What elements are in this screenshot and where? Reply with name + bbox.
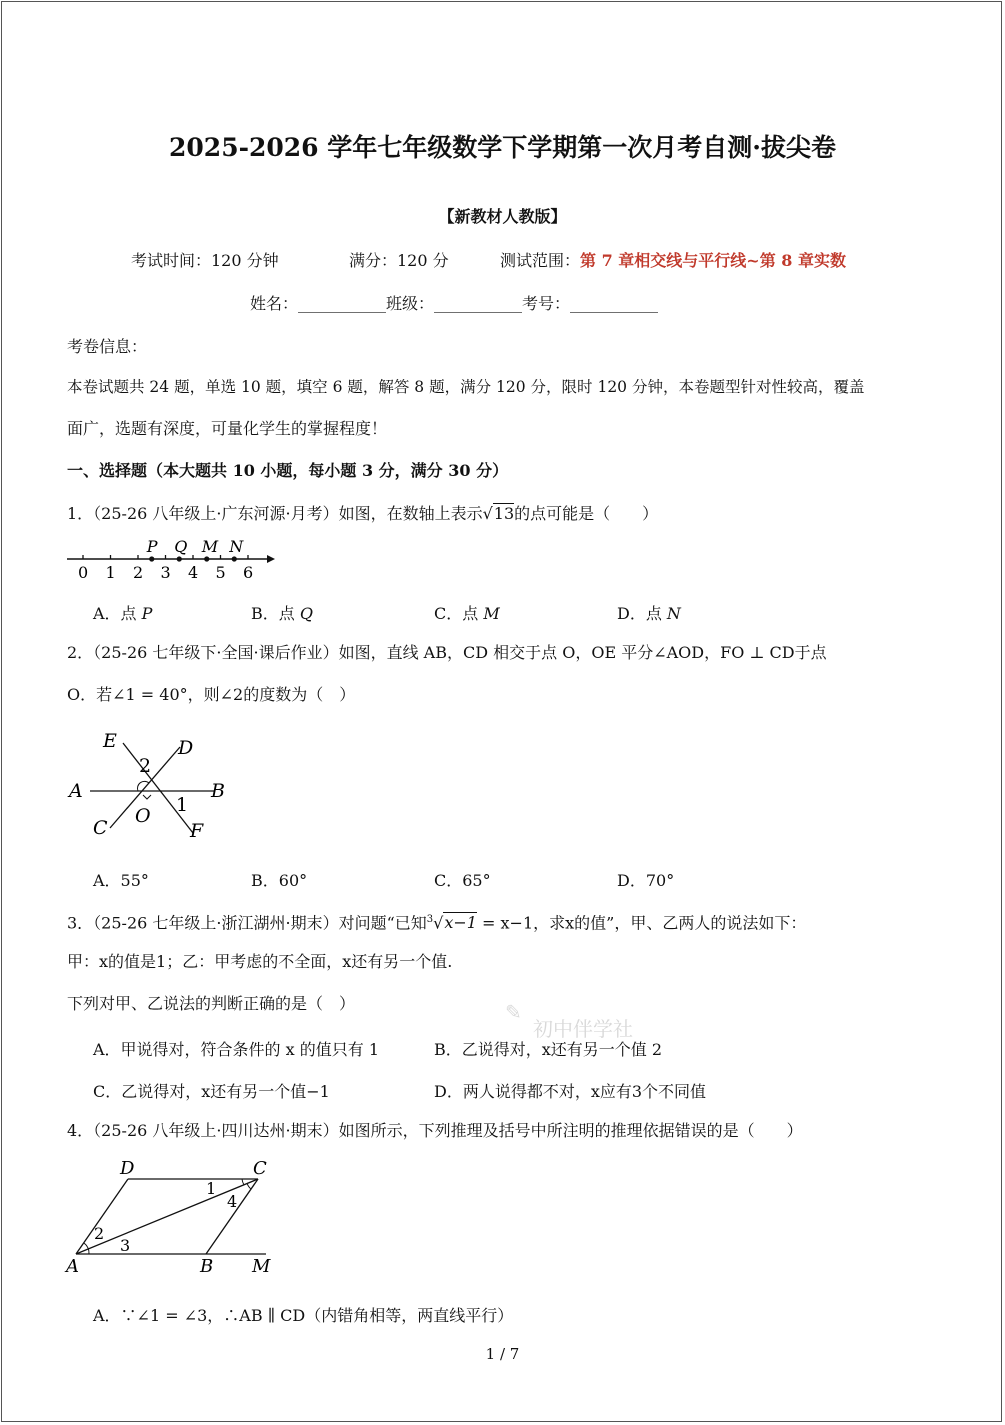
label-angle-1: 1 bbox=[206, 1179, 217, 1198]
name-label: 姓名： bbox=[250, 294, 299, 313]
q1-option-b[interactable] bbox=[251, 601, 313, 624]
right-angle-mark bbox=[143, 795, 151, 799]
q1-option-c[interactable] bbox=[434, 601, 500, 624]
number-blank[interactable]: ___________ bbox=[570, 294, 659, 313]
point-label-q: Q bbox=[174, 537, 188, 556]
q1-option-c-label: C．点 bbox=[434, 604, 484, 623]
class-blank[interactable]: ___________ bbox=[434, 294, 523, 313]
class-label: 班级： bbox=[386, 294, 435, 313]
q1-option-a-label: A．点 bbox=[93, 604, 142, 623]
q2-option-a[interactable]: A．55° bbox=[93, 871, 149, 890]
q1-option-d[interactable] bbox=[617, 601, 681, 624]
q3-root-index: 3 bbox=[426, 914, 434, 925]
q1-option-a-var: P bbox=[141, 604, 153, 623]
q3-option-d[interactable]: D．两人说得都不对，x应有3个不同值 bbox=[434, 1082, 707, 1101]
paper-info-heading: 考卷信息： bbox=[67, 337, 148, 356]
axis-tick-label: 6 bbox=[243, 563, 254, 582]
label-angle-2: 2 bbox=[139, 755, 152, 777]
q3-option-a[interactable]: A．甲说得对，符合条件的 x 的值只有 1 bbox=[93, 1040, 380, 1059]
page-number: 1 / 7 bbox=[485, 1345, 520, 1363]
axis-tick-label: 1 bbox=[105, 563, 116, 582]
question-2-stem-line2: O．若∠1 = 40°，则∠2的度数为（ ） bbox=[67, 685, 356, 704]
q3-radicand: x−1 bbox=[444, 913, 477, 933]
label-m: M bbox=[252, 1256, 271, 1277]
question-3-stem-line3: 下列对甲、乙说法的判断正确的是（ ） bbox=[67, 994, 356, 1013]
label-d: D bbox=[178, 737, 194, 759]
q1-option-c-var: M bbox=[483, 604, 500, 623]
label-a: A bbox=[69, 780, 83, 802]
watermark-icon: ✎ bbox=[505, 1000, 522, 1024]
point-m bbox=[204, 556, 209, 561]
exam-time: 考试时间：120 分钟 bbox=[131, 251, 279, 270]
q1-sqrt-sign: √ bbox=[482, 504, 493, 523]
full-score: 满分：120 分 bbox=[349, 251, 449, 270]
question-3-stem-line2: 甲：x的值是1；乙：甲考虑的不全面，x还有另一个值. bbox=[67, 952, 453, 971]
paper-info-line1: 本卷试题共 24 题，单选 10 题，填空 6 题，解答 8 题，满分 120 分，限时 120 分钟，本卷题型针对性较高，覆盖 bbox=[67, 378, 865, 396]
label-e: E bbox=[103, 730, 117, 752]
q1-option-b-label: B．点 bbox=[251, 604, 300, 623]
q1-option-d-var: N bbox=[666, 604, 681, 623]
point-label-n: N bbox=[229, 537, 244, 556]
question-4-stem: 4．（25-26 八年级上·四川达州·期末）如图所示，下列推理及括号中所注明的推理依据错误的是（ ） bbox=[67, 1121, 803, 1140]
label-angle-2: 2 bbox=[94, 1224, 105, 1243]
point-n bbox=[232, 556, 237, 561]
q3-option-b[interactable]: B．乙说得对，x还有另一个值 2 bbox=[434, 1040, 663, 1059]
axis-tick-label: 5 bbox=[215, 563, 226, 582]
question-1-stem bbox=[67, 504, 658, 524]
intersecting-lines-figure bbox=[65, 725, 245, 845]
q2-option-d[interactable]: D．70° bbox=[617, 871, 675, 890]
edition-subtitle: 【新教材人教版】 bbox=[438, 207, 567, 226]
label-o: O bbox=[135, 805, 151, 827]
axis-tick-label: 4 bbox=[188, 563, 199, 582]
question-2-stem-line1: 2．（25-26 七年级下·全国·课后作业）如图，直线 AB，CD 相交于点 O，OE 平分∠AOD，FO ⊥ CD于点 bbox=[67, 643, 827, 662]
label-angle-4: 4 bbox=[227, 1192, 238, 1211]
q1-option-d-label: D．点 bbox=[617, 604, 667, 623]
label-d: D bbox=[120, 1158, 135, 1179]
q3-root-sign: √ bbox=[433, 913, 444, 933]
section-heading: 一、选择题（本大题共 10 小题，每小题 3 分，满分 30 分） bbox=[67, 461, 509, 480]
student-info-line bbox=[250, 294, 658, 314]
label-b: B bbox=[211, 780, 225, 802]
point-label-m: M bbox=[201, 537, 219, 556]
label-b: B bbox=[200, 1256, 214, 1277]
number-label: 考号： bbox=[522, 294, 571, 313]
axis-tick-label: 0 bbox=[78, 563, 89, 582]
label-angle-3: 3 bbox=[120, 1236, 131, 1255]
point-q bbox=[177, 556, 182, 561]
label-c: C bbox=[253, 1158, 267, 1179]
parallelogram-figure bbox=[62, 1155, 292, 1280]
page-title: 2025-2026 学年七年级数学下学期第一次月考自测·拔尖卷 bbox=[169, 133, 836, 162]
q4-option-a[interactable]: A．∵∠1 = ∠3，∴AB ∥ CD（内错角相等，两直线平行） bbox=[93, 1306, 514, 1325]
angle-2-arc bbox=[84, 1243, 89, 1254]
test-scope-value: 第 7 章相交线与平行线~第 8 章实数 bbox=[580, 251, 846, 270]
label-c: C bbox=[93, 817, 108, 839]
q1-radicand: 13 bbox=[493, 504, 515, 523]
label-angle-1: 1 bbox=[176, 794, 189, 816]
q3-option-c[interactable]: C．乙说得对，x还有另一个值−1 bbox=[93, 1082, 330, 1101]
test-scope-label: 测试范围： bbox=[500, 251, 581, 270]
q3-stem-b: = x−1，求x的值”，甲、乙两人的说法如下： bbox=[476, 913, 807, 933]
paper-info-line2: 面广，选题有深度，可量化学生的掌握程度！ bbox=[67, 419, 388, 438]
test-scope bbox=[500, 251, 846, 271]
q1-option-b-var: Q bbox=[299, 604, 313, 623]
axis-tick-label: 2 bbox=[133, 563, 144, 582]
label-f: F bbox=[190, 820, 204, 842]
q2-option-b[interactable]: B．60° bbox=[251, 871, 308, 890]
question-3-stem-line1 bbox=[67, 910, 806, 933]
axis-tick-label: 3 bbox=[160, 563, 171, 582]
q2-option-c[interactable]: C．65° bbox=[434, 871, 491, 890]
angle-4-arc bbox=[247, 1183, 251, 1189]
q3-stem-a: 3．（25-26 七年级上·浙江湖州·期末）对问题“已知 bbox=[67, 913, 427, 933]
q1-stem-b: 的点可能是（ ） bbox=[514, 504, 659, 523]
point-label-p: P bbox=[146, 537, 158, 556]
q1-stem-a: 1．（25-26 八年级上·广东河源·月考）如图，在数轴上表示 bbox=[67, 504, 483, 523]
number-line-figure bbox=[62, 532, 282, 584]
arrow-icon bbox=[267, 555, 275, 563]
watermark-text: 初中伴学社 bbox=[533, 1017, 633, 1041]
label-a: A bbox=[66, 1256, 79, 1277]
angle-1-arc bbox=[242, 1179, 244, 1185]
point-p bbox=[149, 556, 154, 561]
name-blank[interactable]: ___________ bbox=[298, 294, 387, 313]
q1-option-a[interactable] bbox=[93, 601, 152, 624]
